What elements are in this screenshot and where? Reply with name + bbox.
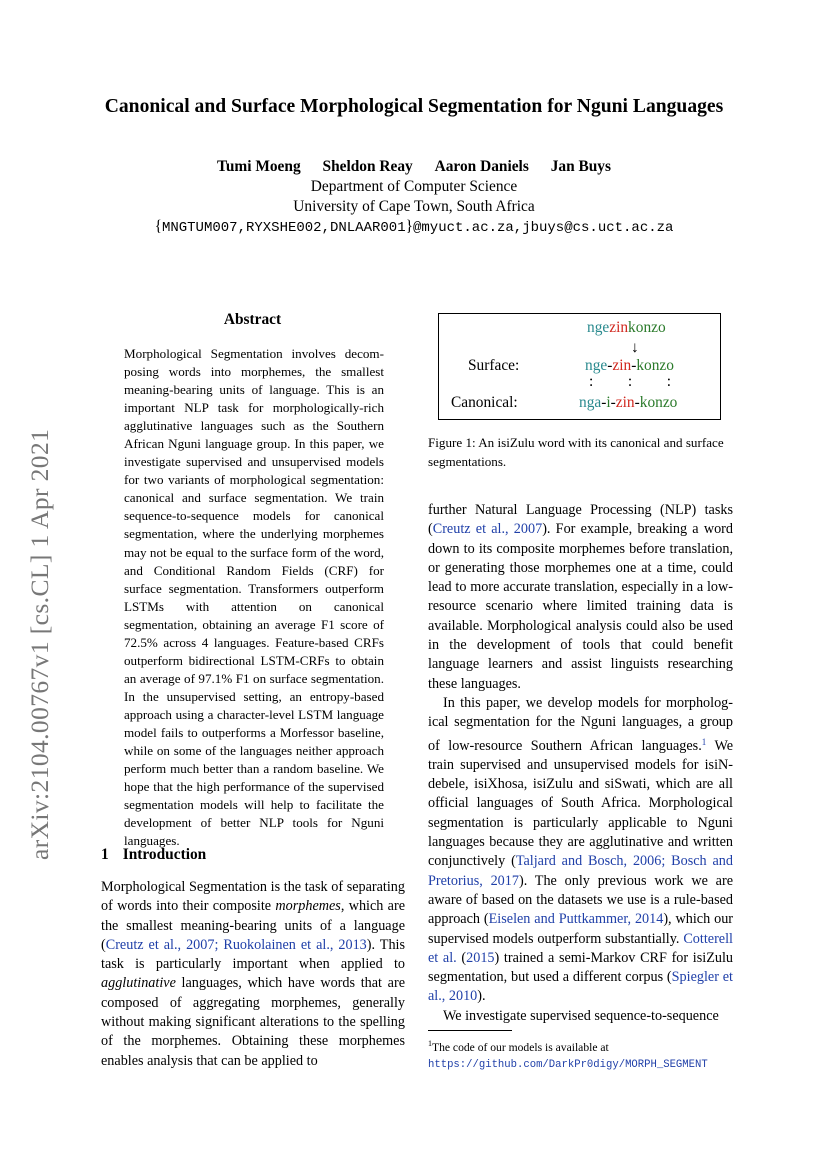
citation-link[interactable]: Cotterell et al. bbox=[428, 930, 733, 966]
separator: - bbox=[607, 357, 613, 374]
text-run: ). For example, breaking a word down to its composite morphemes before translation, or generating those morphemes one at a time, could lead to more accurate translation, especially in a low-resource scenario where limited training data is available. Morphological analysis could also be used in the development of tools that could benefit language learners and assist linguists researching these languages. bbox=[428, 521, 733, 692]
text-run: , which are the smallest meaning-bearing units of a language ( bbox=[101, 898, 405, 953]
morpheme: zin bbox=[609, 319, 629, 336]
separator: - bbox=[610, 394, 616, 411]
alignment-colons: : : : bbox=[589, 373, 672, 390]
author-name: Sheldon Reay bbox=[322, 158, 413, 175]
morpheme: konzo bbox=[636, 357, 674, 374]
canonical-segmentation bbox=[579, 394, 677, 412]
abstract-heading: Abstract bbox=[223, 311, 282, 328]
brace-close: } bbox=[405, 218, 413, 235]
footnote bbox=[428, 1036, 733, 1073]
down-arrow-icon: ↓ bbox=[631, 339, 639, 356]
intro-paragraph-right bbox=[428, 501, 733, 1026]
section-title: Introduction bbox=[122, 846, 207, 863]
separator: - bbox=[601, 394, 607, 411]
citation-link[interactable]: Creutz et al., 2007 bbox=[432, 521, 543, 538]
text-run: ) trained a semi-Markov CRF for isiZulu segmentation, but used a different corpus ( bbox=[428, 949, 733, 986]
text-run: ( bbox=[456, 949, 467, 966]
affiliation-department: Department of Computer Science bbox=[310, 178, 518, 195]
citation-link[interactable]: Spiegler et al., 2010 bbox=[428, 969, 733, 1005]
text-run: further Natural Language Processing (NLP) tasks ( bbox=[428, 502, 733, 538]
citation-link[interactable]: Taljard and Bosch, 2006; Bosch and Pretorius, 2017 bbox=[428, 853, 733, 889]
morpheme: konzo bbox=[639, 394, 678, 411]
author-name: Aaron Daniels bbox=[434, 158, 529, 175]
author-name: Jan Buys bbox=[550, 158, 611, 175]
paragraph bbox=[428, 501, 733, 694]
footnote-mark: 1 bbox=[428, 1039, 432, 1048]
arxiv-stamp-container bbox=[20, 372, 60, 860]
arxiv-stamp: arXiv:2104.00767v1 [cs.CL] 1 Apr 2021 bbox=[25, 428, 54, 860]
emphasis: morphemes bbox=[275, 898, 341, 915]
section-heading bbox=[101, 846, 206, 864]
figure-word bbox=[587, 319, 666, 337]
author-name: Tumi Moeng bbox=[216, 158, 301, 175]
paragraph bbox=[101, 878, 405, 1071]
paragraph bbox=[428, 694, 733, 1007]
emphasis: agglutinative bbox=[101, 975, 176, 992]
morpheme: nge bbox=[585, 357, 608, 374]
footnote-reference-link[interactable]: 1 bbox=[701, 736, 707, 747]
morpheme: konzo bbox=[628, 319, 666, 336]
morpheme: nge bbox=[587, 319, 610, 336]
figure-1-box bbox=[438, 313, 721, 420]
text-run: languages, which have words that are composed of aggregating morphemes, generally without making significant alterations to the spelling of the morphemes. Obtaining these morphemes enables analysis that can be applied to bbox=[101, 975, 405, 1069]
morpheme: i bbox=[606, 394, 611, 411]
separator: - bbox=[631, 357, 637, 374]
citation-link[interactable]: Creutz et al., 2007; Ruokolainen et al., 2013 bbox=[105, 936, 367, 953]
morpheme: zin bbox=[615, 394, 635, 411]
separator: - bbox=[634, 394, 640, 411]
paper-title: Canonical and Surface Morphological Segmentation for Nguni Languages bbox=[104, 96, 724, 117]
author-list bbox=[0, 158, 828, 176]
email-domains: @myuct.ac.za,jbuys@cs.uct.ac.za bbox=[412, 220, 674, 236]
citation-link[interactable]: 2015 bbox=[466, 949, 495, 966]
affiliation-university: University of Cape Town, South Africa bbox=[293, 198, 535, 215]
citation-link[interactable]: Eiselen and Puttkammer, 2014 bbox=[488, 911, 664, 928]
figure-1-caption: Figure 1: An isiZulu word with its canonical and surface segmentations. bbox=[428, 435, 724, 469]
footnote-text: The code of our models is available at bbox=[432, 1040, 609, 1054]
footnote-divider bbox=[428, 1030, 512, 1031]
text-run: ), which our supervised models outperform substantially. bbox=[428, 911, 734, 947]
text-run: In this paper, we develop models for morphological segmentation for the Nguni languages, a group of low-resource Southern African languages. bbox=[428, 694, 733, 754]
text-run: ). The only previous work we are aware of based on the datasets we use is a rule-based approach ( bbox=[428, 872, 733, 928]
author-emails bbox=[0, 218, 828, 236]
surface-label: Surface: bbox=[468, 357, 520, 374]
brace-open: { bbox=[154, 218, 162, 235]
text-run: We train supervised and unsupervised models for isiNdebele, isiXhosa, isiZulu and siSwati, which are all official languages of South Africa. Morphological segmentation is particularly applicable to Nguni languages because they are agglutinative and written conjunctively ( bbox=[428, 737, 734, 870]
text-run: Morphological Segmentation is the task of separating of words into their composite bbox=[101, 879, 405, 915]
footnote-url-link[interactable]: https://github.com/DarkPr0digy/MORPH_SEGMENT bbox=[428, 1058, 708, 1071]
morpheme: nga bbox=[579, 394, 602, 411]
paragraph: We investigate supervised sequence-to-sequence bbox=[443, 1007, 719, 1024]
canonical-label: Canonical: bbox=[451, 394, 518, 411]
section-number: 1 bbox=[101, 846, 109, 863]
email-ids: MNGTUM007,RYXSHE002,DNLAAR001 bbox=[161, 220, 406, 236]
abstract-text: Morphological Segmentation involves decomposing words into morphemes, the smallest meaning-bearing units of language. This is an important NLP task for morphologically-rich agglutinative languages such as the Southern African Nguni language group. In this paper, we investigate supervised and unsupervised models for two variants of morphological segmentation: canonical and surface segmentation. We train sequence-to-sequence models for canonical segmentation, where the underlying morphemes may not be equal to the surface form of the word, and Conditional Random Fields (CRF) for surface segmentation. Transformers outperform LSTMs with attention on canonical segmentation, obtaining an average F1 score of 72.5% across 4 languages. Feature-based CRFs outperform bidirectional LSTM-CRFs to obtain an average of 97.1% F1 on surface segmentation. In the unsupervised setting, an entropy-based approach using a character-level LSTM language model fails to outperforms a Morfessor baseline, while on some of the languages neither approach perform much better than a random baseline. We hope that the high performance of the supervised segmentation models will help to facilitate the development of better NLP tools for Nguni languages. bbox=[124, 346, 384, 849]
text-run: ). bbox=[477, 988, 486, 1005]
intro-paragraph-left bbox=[101, 878, 405, 1071]
morpheme: zin bbox=[612, 357, 632, 374]
text-run: ). This task is particularly important when applied to bbox=[101, 936, 406, 973]
